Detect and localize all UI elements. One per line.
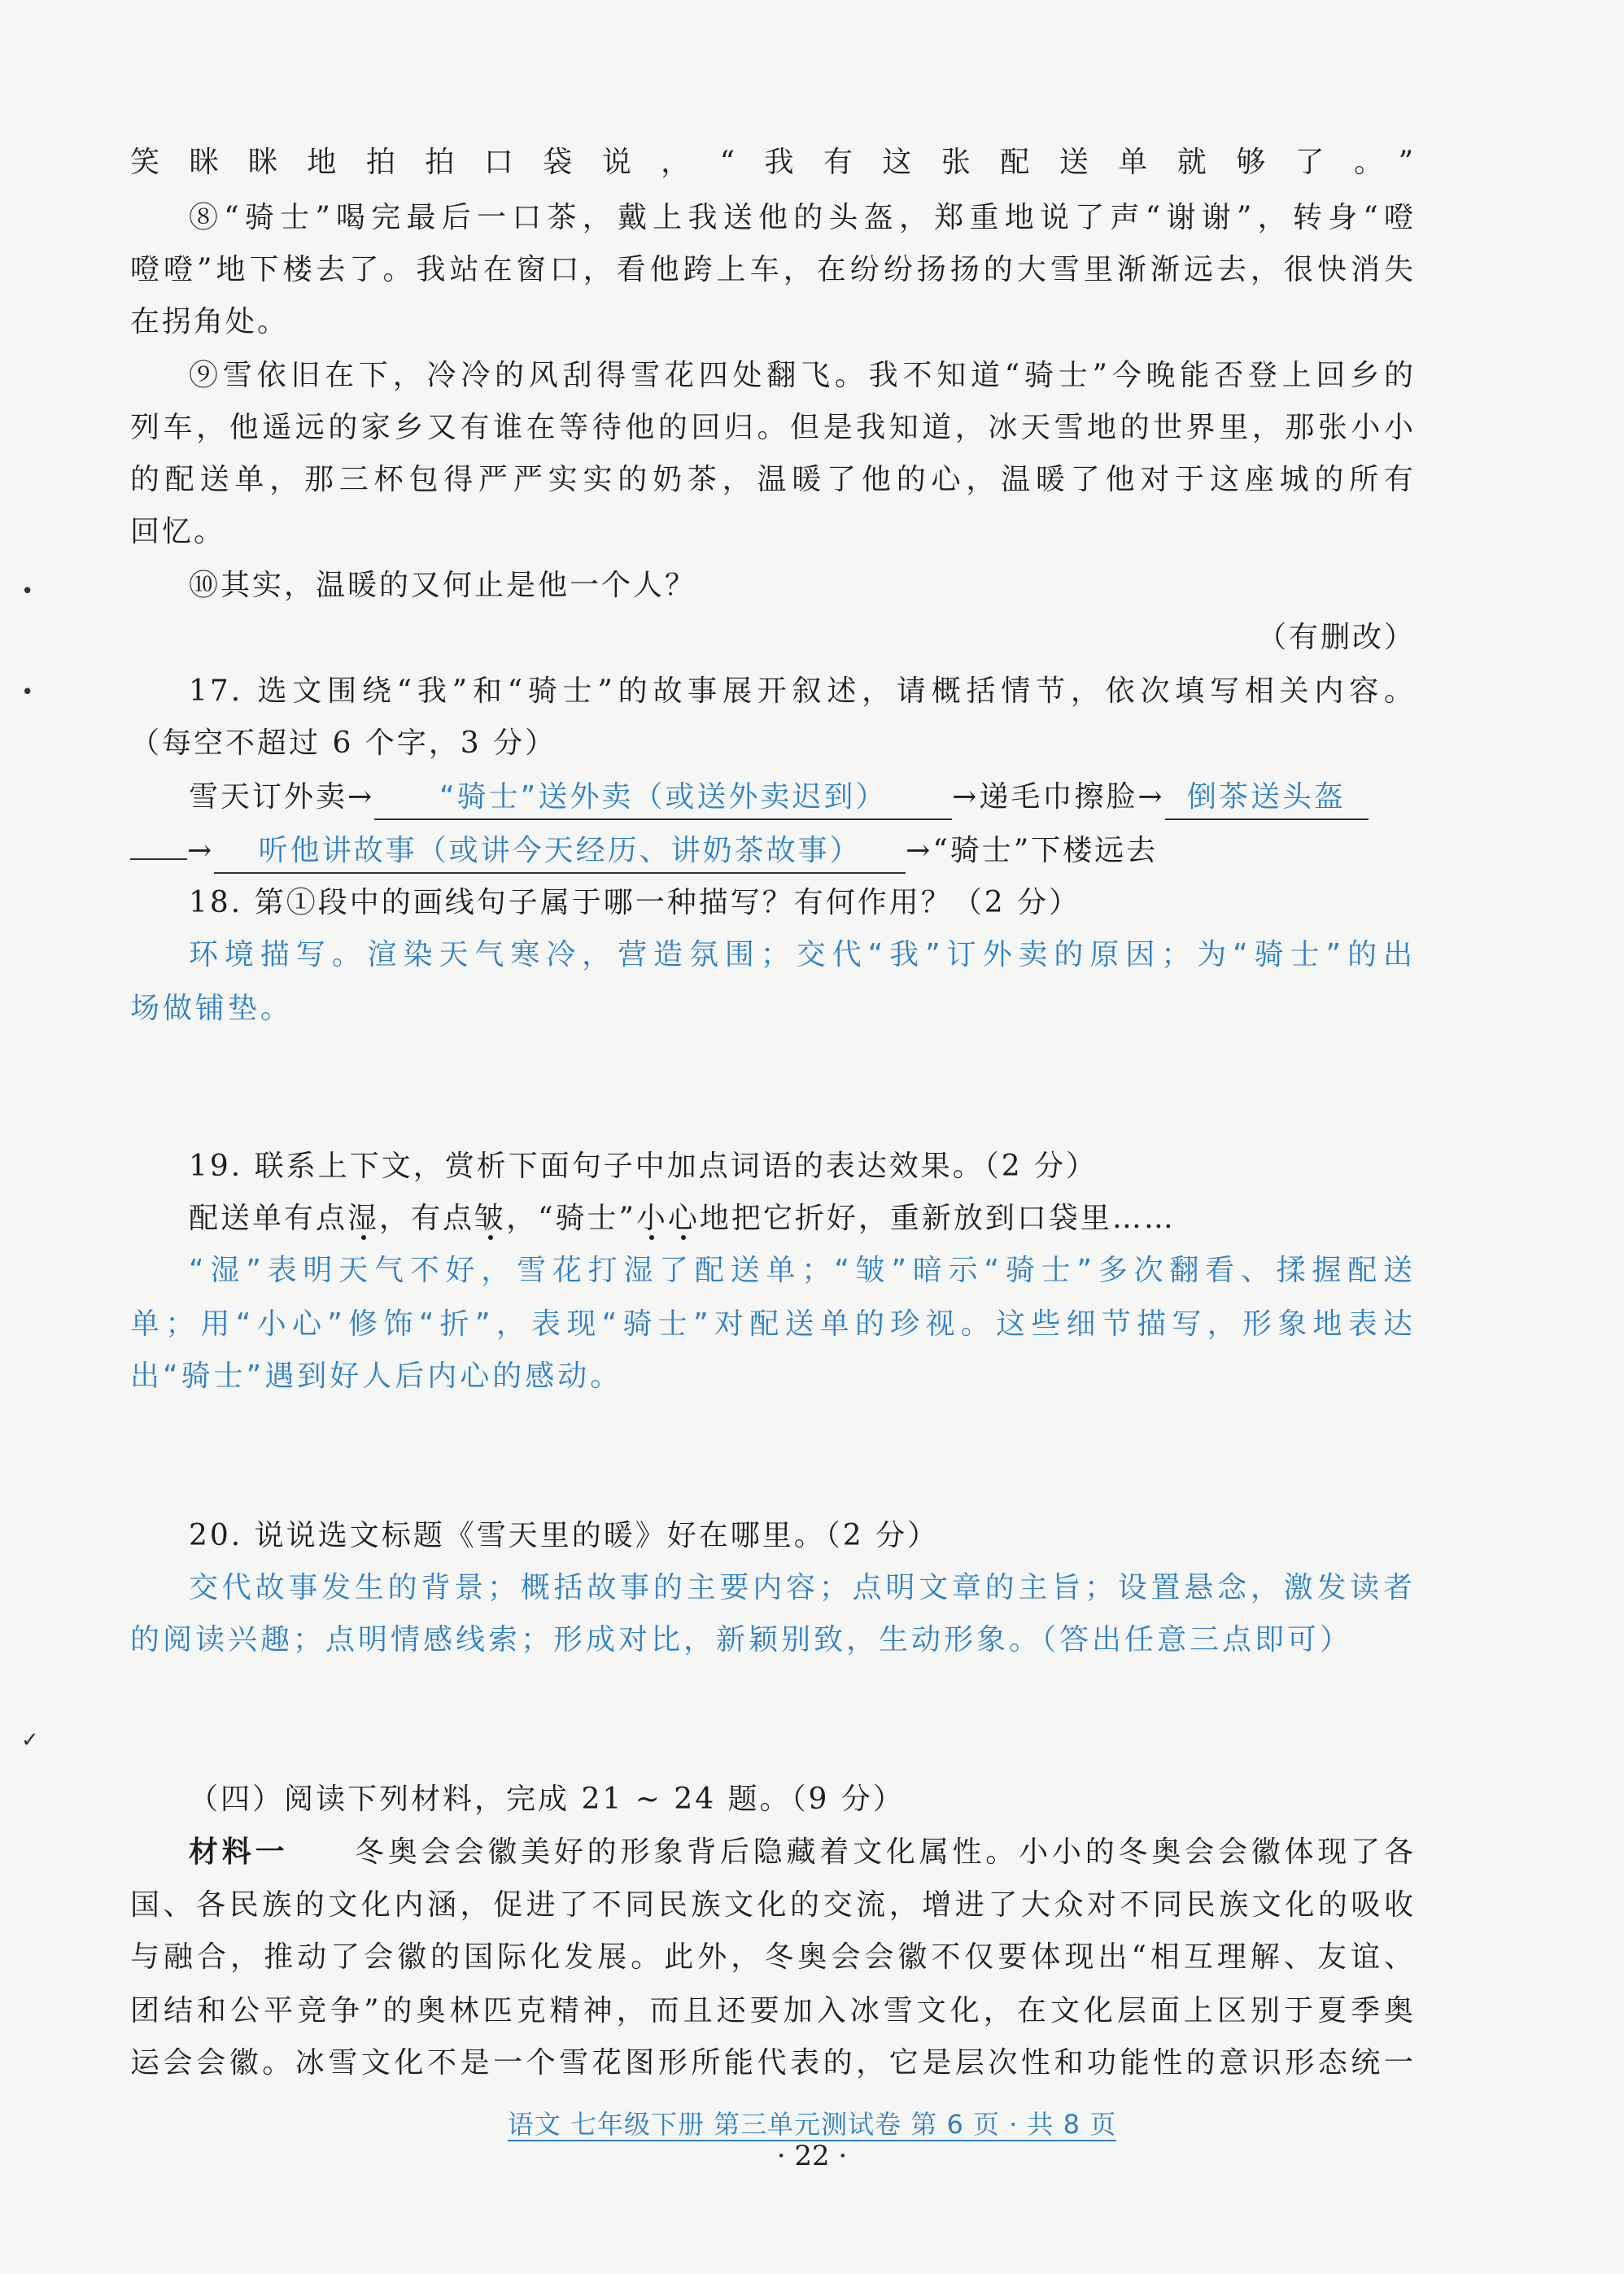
passage-line: 回忆。 xyxy=(130,515,226,548)
passage-line: 噔噔”地下楼去了。我站在窗口，看他跨上车，在纷纷扬扬的大雪里渐渐远去，很快消失 xyxy=(130,253,1416,286)
passage-line: ⑨雪依旧在下，冷冷的风刮得雪花四处翻飞。我不知道“骑士”今晚能否登上回乡的 xyxy=(189,359,1416,392)
passage-line: 列车，他遥远的家乡又有谁在等待他的回归。但是我知道，冰天雪地的世界里，那张小小 xyxy=(130,411,1416,444)
answer-blank-1[interactable]: “骑士”送外卖（或送外卖迟到） xyxy=(374,776,952,820)
material-1-line xyxy=(189,1826,1416,1879)
answer-19-line: “湿”表明天气不好，雪花打湿了配送单；“皱”暗示“骑士”多次翻看、揉握配送 xyxy=(189,1254,1416,1287)
passage-line: ⑩其实，温暖的又何止是他一个人？ xyxy=(189,569,697,602)
question-17-note: （每空不超过 6 个字，3 分） xyxy=(130,727,557,760)
dotted-word: 皱 xyxy=(474,1202,507,1235)
passage-line: 在拐角处。 xyxy=(130,305,290,338)
answer-blank-3a[interactable] xyxy=(130,858,187,860)
answer-19-line: 单；用“小心”修饰“折”，表现“骑士”对配送单的珍视。这些细节描写，形象地表达 xyxy=(130,1307,1416,1341)
margin-mark: ✓ xyxy=(21,1728,39,1752)
dotted-word: 小 xyxy=(635,1202,668,1235)
question-17-fill-1 xyxy=(189,771,1416,823)
margin-mark: • xyxy=(21,579,34,604)
dotted-word: 心 xyxy=(667,1202,700,1235)
margin-mark: • xyxy=(21,680,34,705)
dotted-word: 湿 xyxy=(347,1202,380,1235)
material-1-line: 团结和公平竞争”的奥林匹克精神，而且还要加入冰雪文化，在文化层面上区别于夏季奥 xyxy=(130,1994,1416,2027)
answer-18-line: 环境描写。渲染天气寒冷，营造氛围；交代“我”订外卖的原因；为“骑士”的出 xyxy=(189,938,1416,971)
material-1-line: 与融合，推动了会徽的国际化发展。此外，冬奥会会徽不仅要体现出“相互理解、友谊、 xyxy=(130,1940,1416,1974)
answer-20-line: 的阅读兴趣；点明情感线索；形成对比，新颖别致，生动形象。（答出任意三点即可） xyxy=(130,1623,1353,1656)
material-1-line: 运会会徽。冰雪文化不是一个雪花图形所能代表的，它是层次性和功能性的意识形态统一 xyxy=(130,2046,1416,2080)
question-18-stem: 18. 第①段中的画线句子属于哪一种描写？有何作用？（2 分） xyxy=(189,886,1081,919)
question-17-stem: 17. 选文围绕“我”和“骑士”的故事展开叙述，请概括情节，依次填写相关内容。 xyxy=(189,674,1416,708)
material-label: 材料一 xyxy=(189,1835,289,1869)
fill-text: →递毛巾擦脸→ xyxy=(952,780,1165,814)
question-19-sentence xyxy=(189,1193,1416,1245)
answer-blank-3[interactable]: 听他讲故事（或讲今天经历、讲奶茶故事） xyxy=(214,830,906,874)
section-4-heading: （四）阅读下列材料，完成 21 ~ 24 题。（9 分） xyxy=(189,1783,905,1816)
sentence-part: ，有点 xyxy=(379,1202,475,1235)
passage-line: 笑眯眯地拍拍口袋说，“我有这张配送单就够了。” xyxy=(130,146,1416,179)
fill-text: 雪天订外卖→ xyxy=(189,780,375,814)
answer-blank-2[interactable]: 倒茶送头盔 xyxy=(1165,776,1369,820)
material-1-line: 国、各民族的文化内涵，促进了不同民族文化的交流，增进了大众对不同民族文化的吸收 xyxy=(130,1888,1416,1922)
sentence-part: 地把它折好，重新放到口袋里…… xyxy=(699,1202,1176,1235)
answer-19-line: 出“骑士”遇到好人后内心的感动。 xyxy=(130,1360,623,1393)
question-20-stem: 20. 说说选文标题《雪天里的暖》好在哪里。（2 分） xyxy=(189,1519,940,1552)
page-number: · 22 · xyxy=(776,2140,848,2172)
fill-text: →“骑士”下楼远去 xyxy=(906,834,1159,867)
footer-info: 语文 七年级下册 第三单元测试卷 第 6 页 · 共 8 页 xyxy=(507,2109,1117,2140)
passage-line: 的配送单，那三杯包得严严实实的奶茶，温暖了他的心，温暖了他对于这座城的所有 xyxy=(130,463,1416,496)
page-footer xyxy=(0,2104,1624,2141)
passage-line: ⑧“骑士”喝完最后一口茶，戴上我送他的头盔，郑重地说了声“谢谢”，转身“噔 xyxy=(189,201,1416,234)
question-17-fill-2 xyxy=(130,825,1416,877)
sentence-part: ，“骑士” xyxy=(506,1202,636,1235)
sentence-part: 配送单有点 xyxy=(189,1202,348,1235)
answer-18-line: 场做铺垫。 xyxy=(130,992,294,1025)
answer-20-line: 交代故事发生的背景；概括故事的主要内容；点明文章的主旨；设置悬念，激发读者 xyxy=(189,1571,1416,1604)
question-19-stem: 19. 联系上下文，赏析下面句子中加点词语的表达效果。（2 分） xyxy=(189,1150,1098,1183)
material-text: 冬奥会会徽美好的形象背后隐藏着文化属性。小小的冬奥会会徽体现了各 xyxy=(355,1835,1416,1869)
fill-text: → xyxy=(187,834,215,867)
source-note: （有删改） xyxy=(1256,621,1416,654)
